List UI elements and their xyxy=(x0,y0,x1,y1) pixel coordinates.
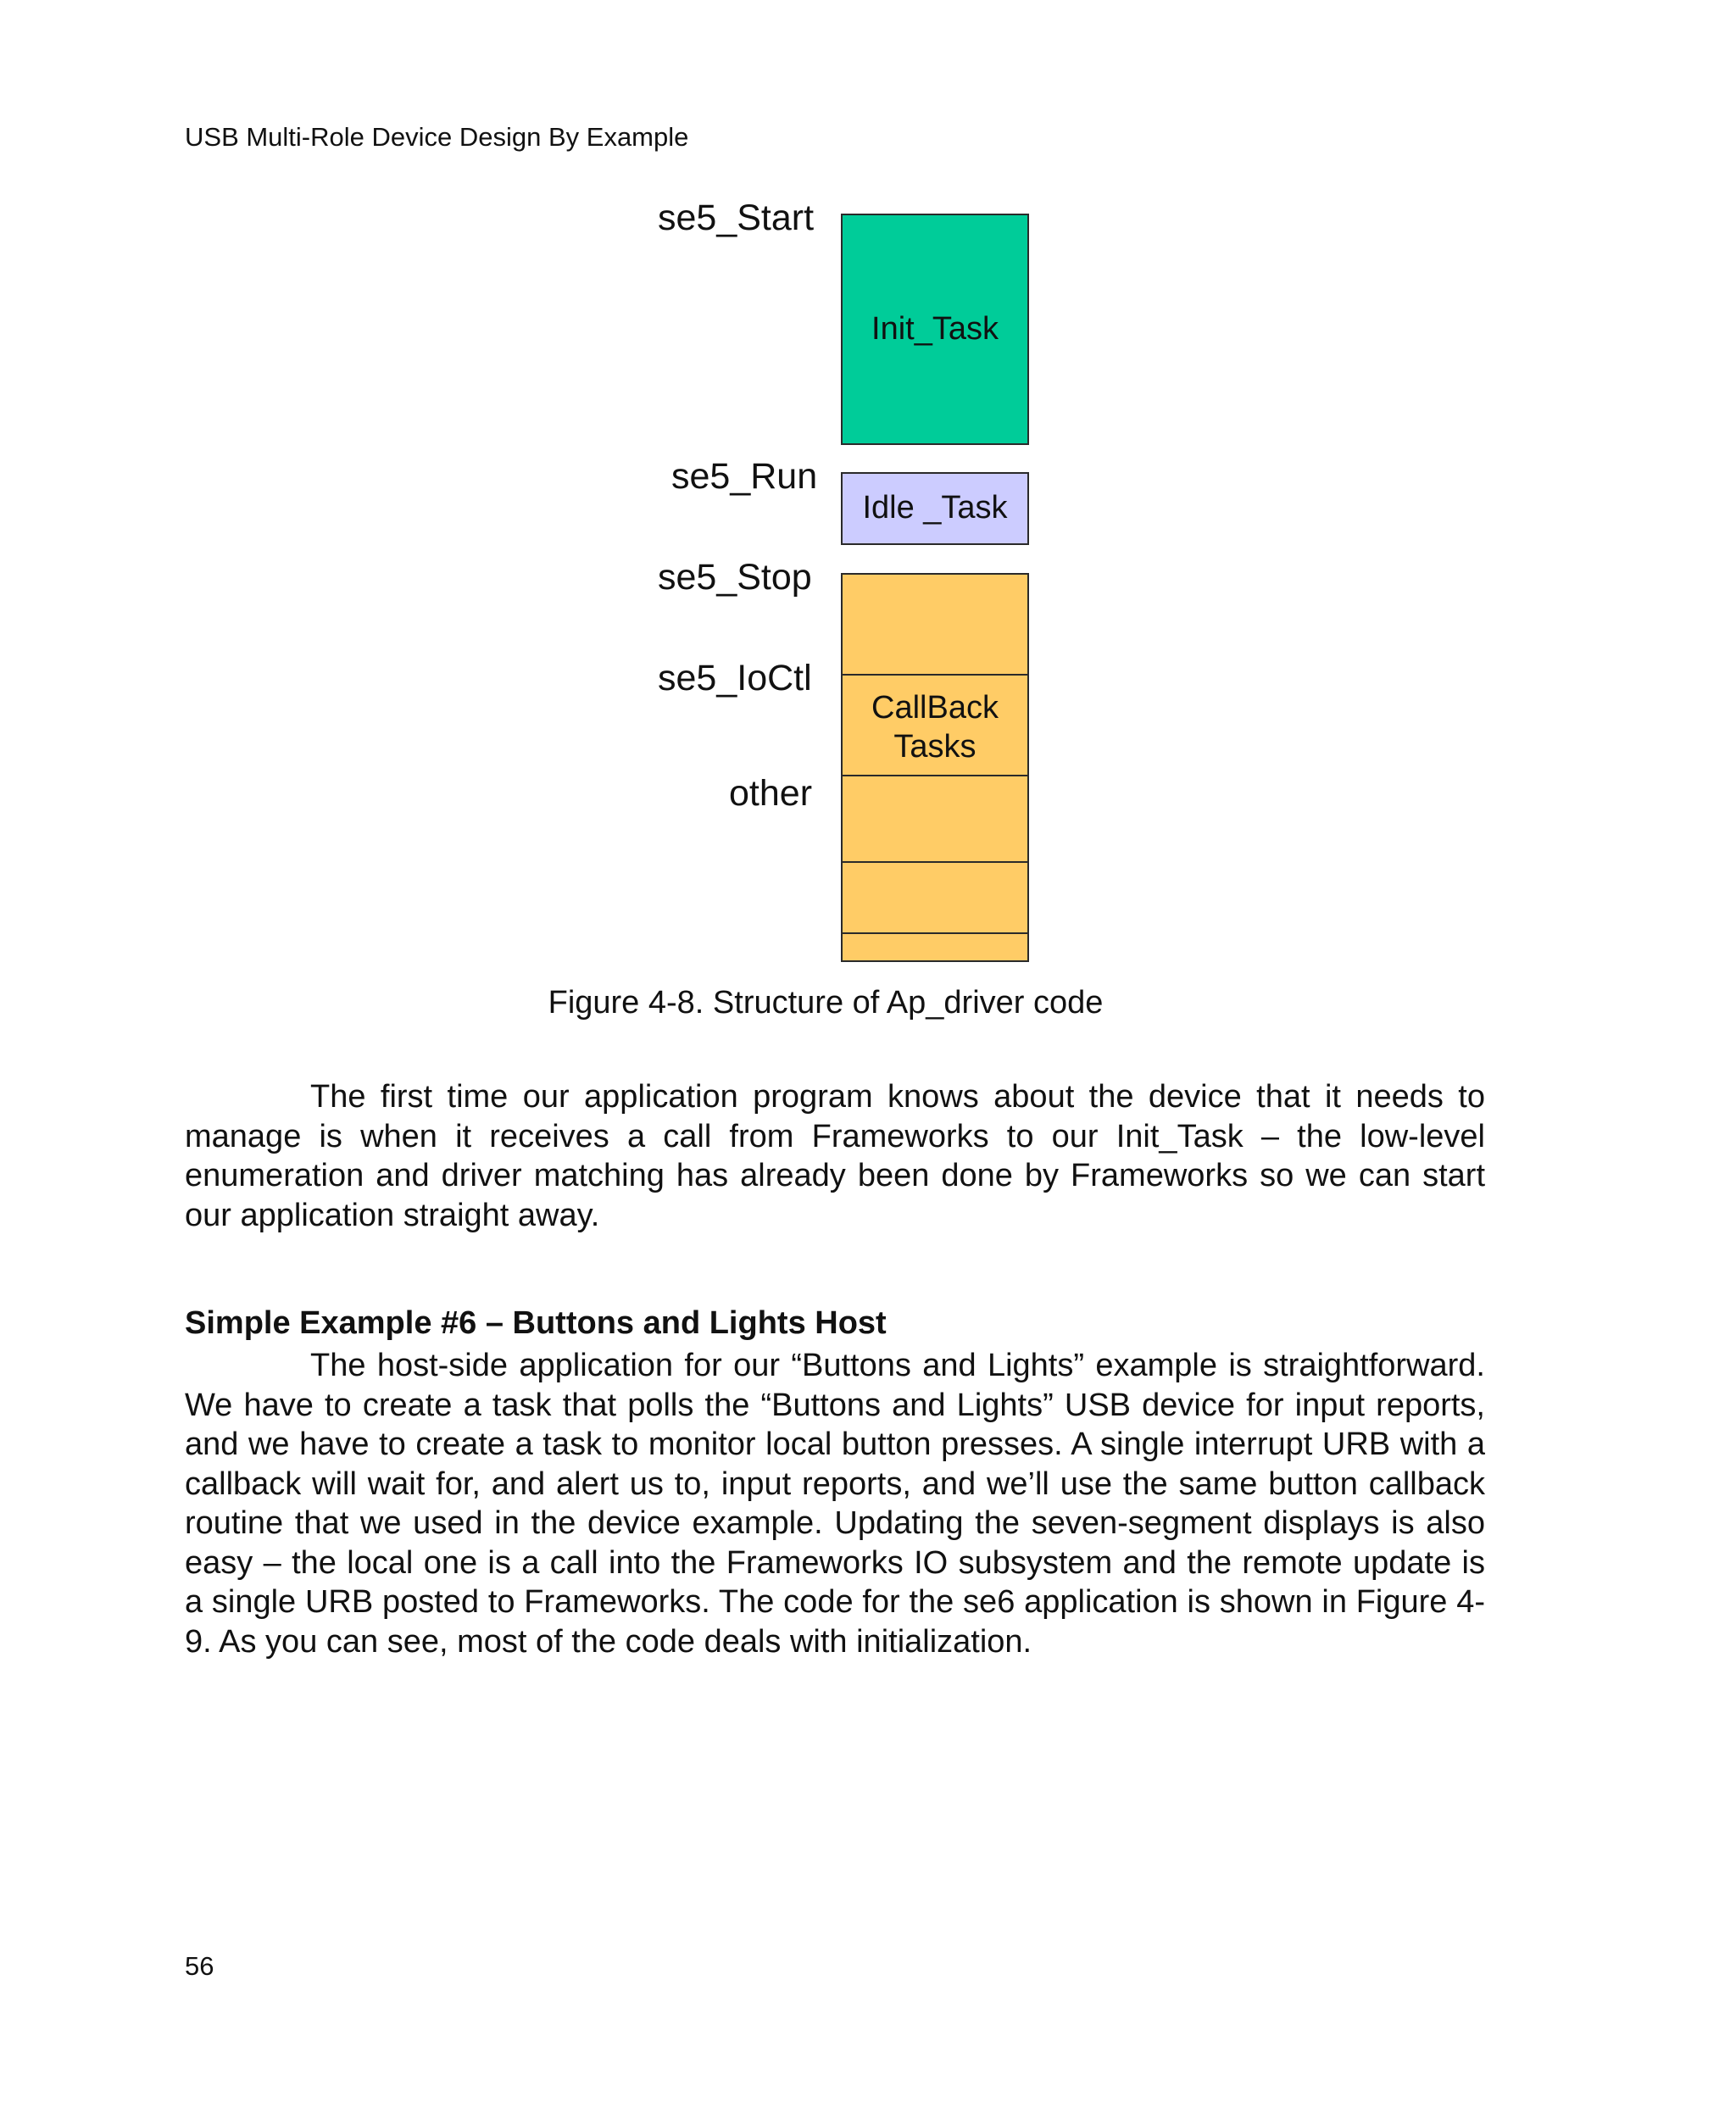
page-number: 56 xyxy=(185,1951,214,1981)
label-se5-stop: se5_Stop xyxy=(658,557,812,598)
idle-task-label: Idle _Task xyxy=(862,490,1008,526)
section-heading: Simple Example #6 – Buttons and Lights Host xyxy=(185,1305,887,1341)
ap-driver-structure-figure xyxy=(0,0,1736,1034)
label-se5-start: se5_Start xyxy=(658,197,815,238)
running-header: USB Multi-Role Device Design By Example xyxy=(185,122,689,152)
idle-task-block xyxy=(841,472,1029,545)
label-se5-run: se5_Run xyxy=(671,456,818,497)
figure-caption: Figure 4-8. Structure of Ap_driver code xyxy=(548,985,1104,1021)
callback-tasks-label: CallBack Tasks xyxy=(871,690,999,765)
callback-tasks-block xyxy=(841,573,1029,962)
callback-divider xyxy=(843,932,1027,934)
callback-divider xyxy=(843,674,1027,676)
init-task-label: Init_Task xyxy=(871,310,999,347)
body-paragraph: The first time our application program knows about the device that it needs to manage is when it receives a call from Frameworks to our Init_Task – the low-level enumeration and driver matching has already been done by Frameworks so we can start our application straight away. xyxy=(185,1079,1485,1233)
label-se5-ioctl: se5_IoCtl xyxy=(658,658,812,698)
callback-divider xyxy=(843,861,1027,863)
init-task-block xyxy=(841,214,1029,445)
callback-divider xyxy=(843,775,1027,776)
body-paragraph: The host-side application for our “Buttons and Lights” example is straightforward. We have to create a task that polls the “Buttons and Lights” USB device for input reports, and we have to create a task to monitor local button presses. A single interrupt URB with a callback will wait for, and alert us to, input reports, and we’ll use the same button callback routine that we used in the device example. Updating the seven-segment displays is also easy – the local one is a call into the Frameworks IO subsystem and the remote update is a single URB posted to Frameworks. The code for the se6 application is shown in Figure 4-9. As you can see, most of the code deals with initialization. xyxy=(185,1348,1485,1660)
label-other: other xyxy=(729,773,813,814)
